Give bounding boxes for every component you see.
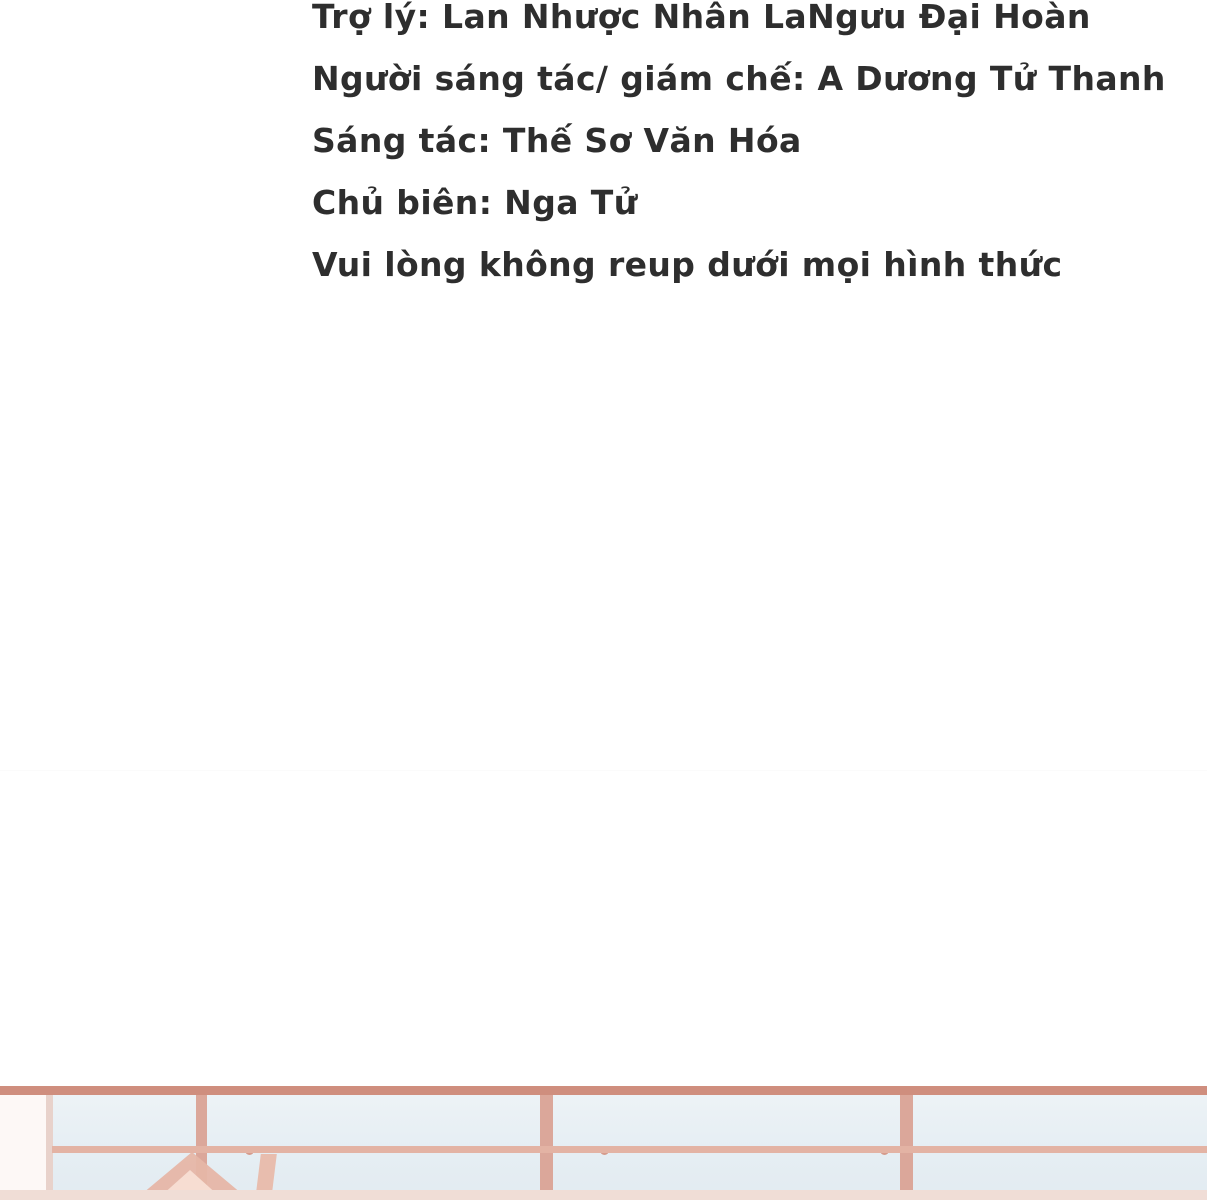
window-mullion-3 xyxy=(900,1086,913,1200)
credits-line-creator-supervisor: Người sáng tác/ giám chế: A Dương Tử Thanh xyxy=(312,59,1166,98)
wall-left xyxy=(0,1086,52,1200)
balcony-window-artwork xyxy=(0,1086,1207,1200)
credits-line-no-reup-notice: Vui lòng không reup dưới mọi hình thức xyxy=(312,245,1063,284)
credits-line-production: Sáng tác: Thế Sơ Văn Hóa xyxy=(312,121,802,160)
window-sill xyxy=(0,1190,1207,1200)
panel-seam xyxy=(0,770,1207,771)
window-top-rail xyxy=(0,1086,1207,1095)
window-mid-rail xyxy=(52,1146,1207,1153)
credits-line-editor: Chủ biên: Nga Tử xyxy=(312,183,638,222)
window-mullion-2 xyxy=(540,1086,553,1200)
wall-left-edge xyxy=(46,1086,53,1200)
credits-line-assistant: Trợ lý: Lan Nhược Nhân LaNgưu Đại Hoàn xyxy=(312,0,1091,36)
empty-white-panel xyxy=(0,300,1207,1086)
credits-block xyxy=(312,0,1166,296)
